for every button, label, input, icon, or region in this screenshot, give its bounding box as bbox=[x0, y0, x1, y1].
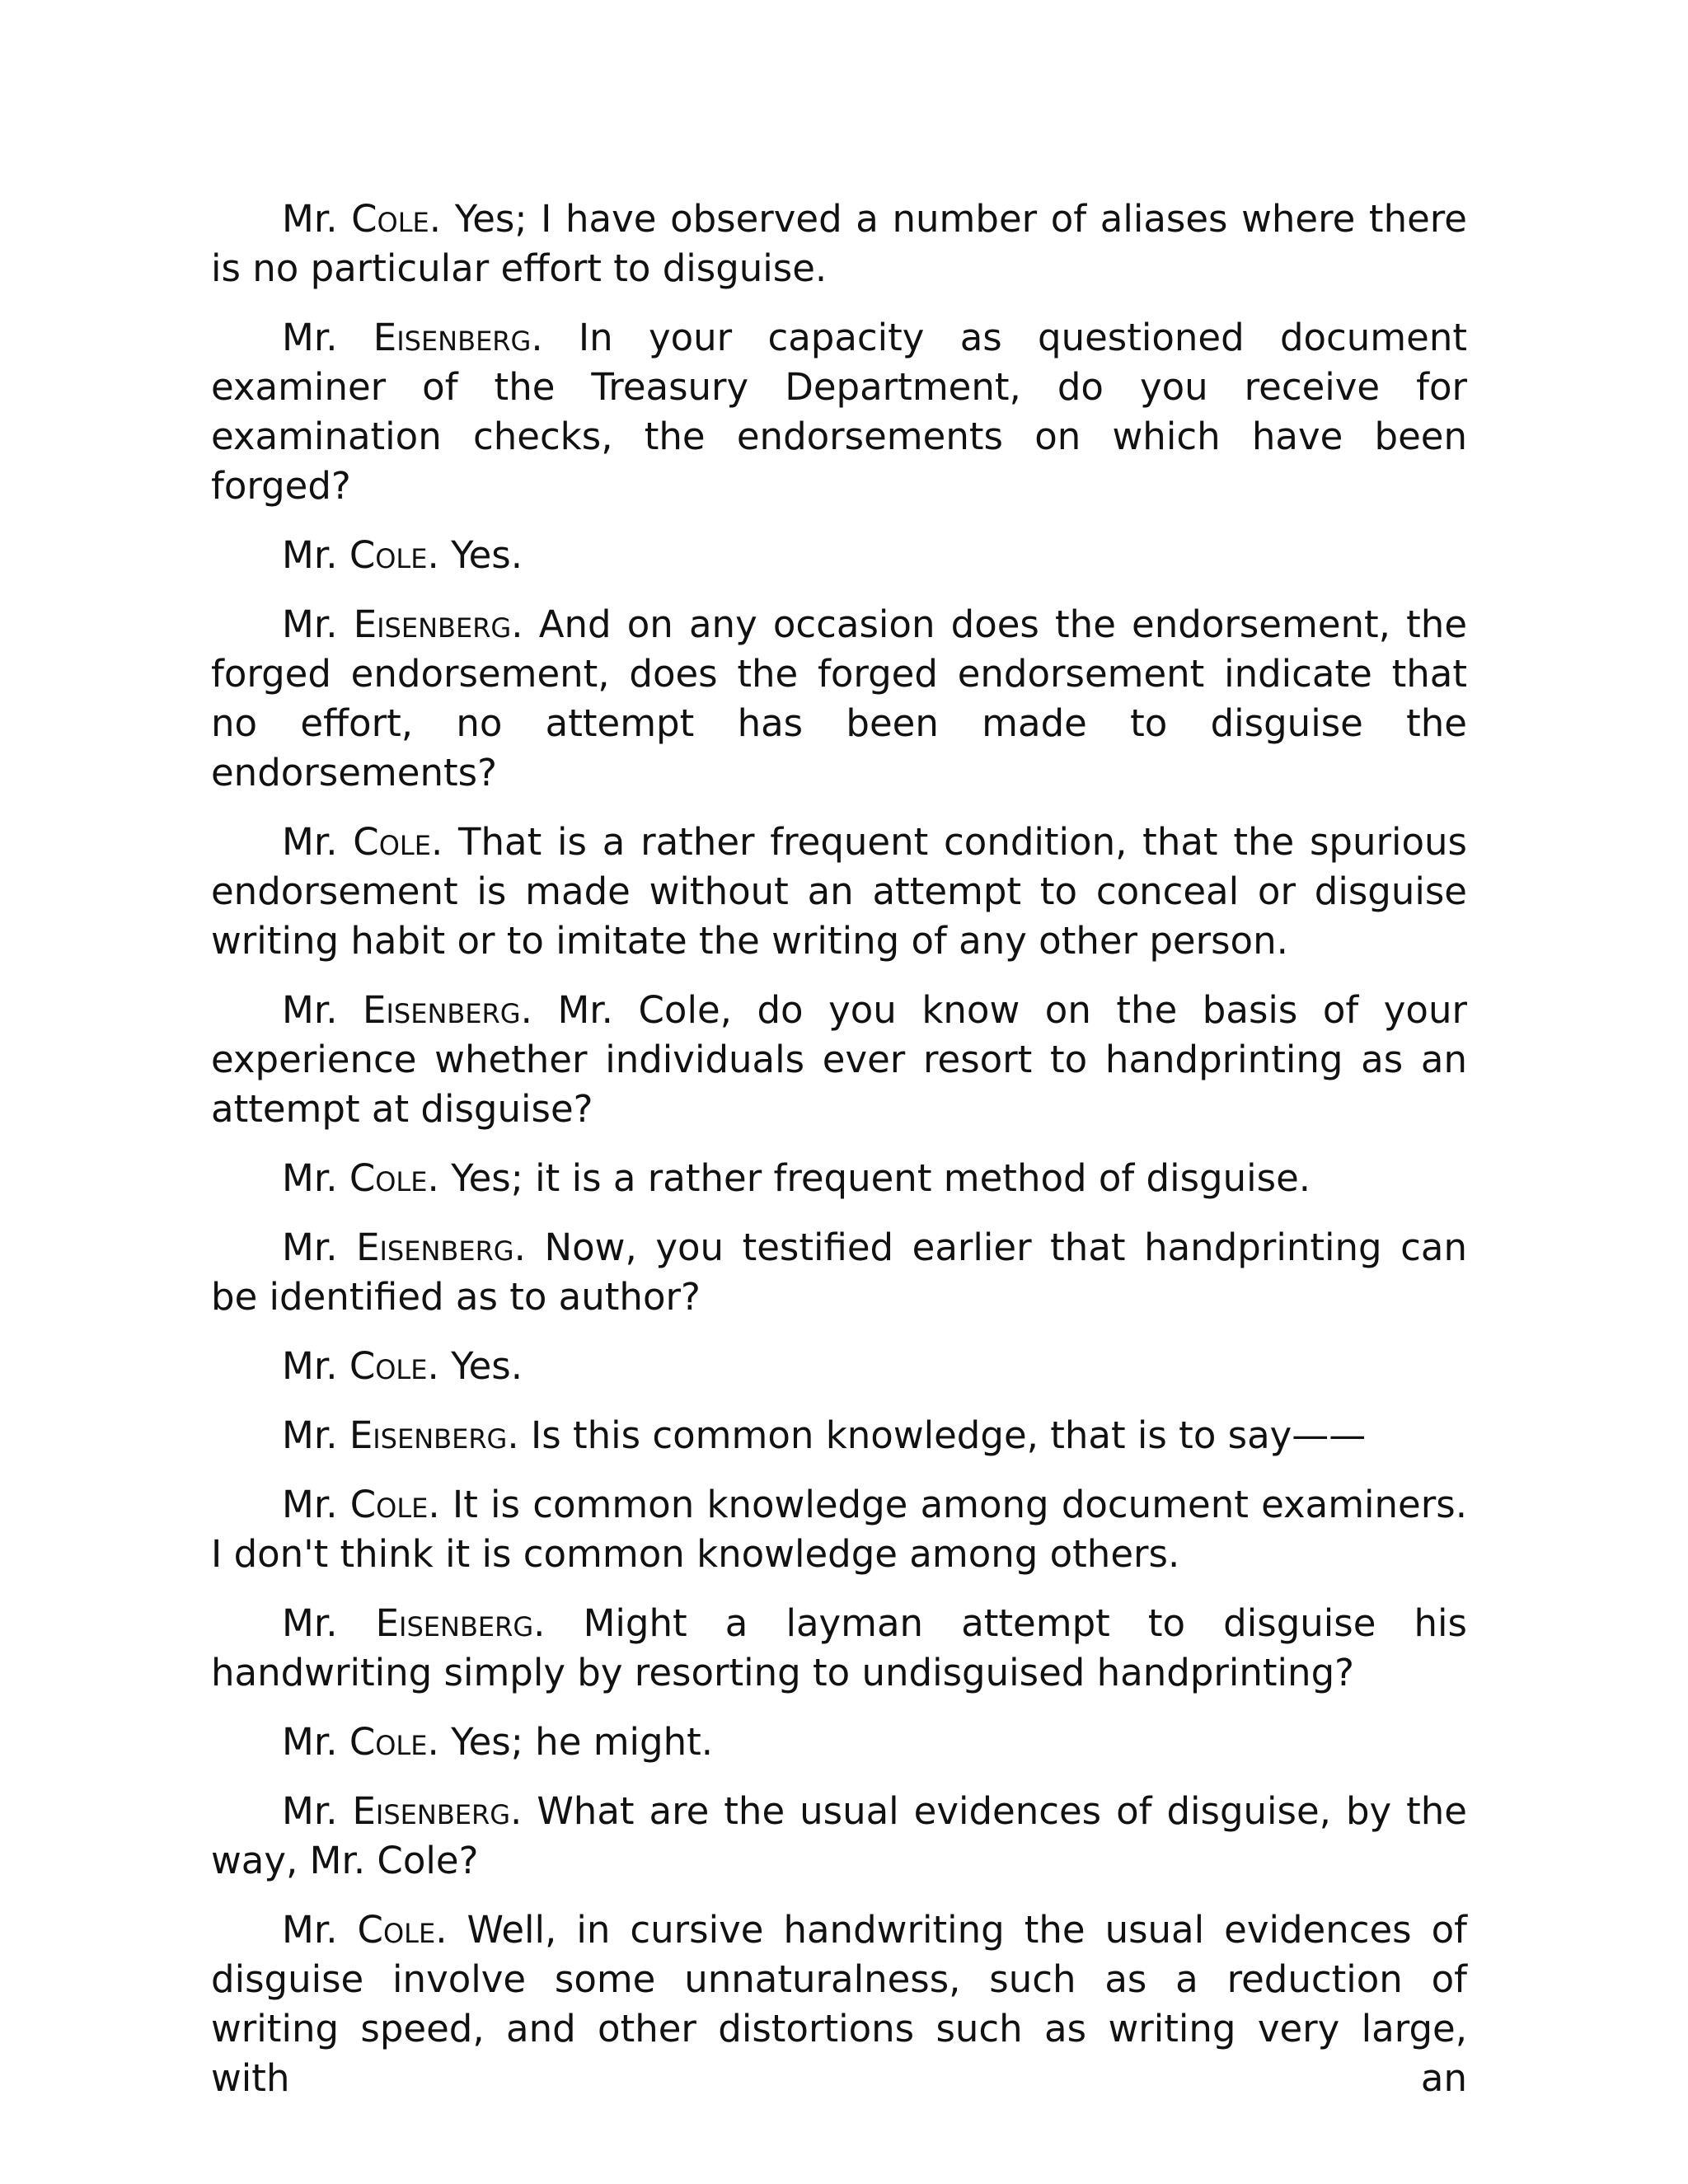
mr-prefix: Mr. bbox=[282, 1601, 376, 1645]
paragraph-text: . Yes; he might. bbox=[427, 1720, 714, 1764]
document-page bbox=[211, 194, 1467, 2123]
paragraph-14 bbox=[211, 1787, 1467, 1886]
paragraph-10 bbox=[211, 1411, 1467, 1460]
mr-prefix: Mr. bbox=[282, 316, 373, 359]
paragraph-text: . Mr. Cole, do you know on the basis of your experience whether individuals ever resort to handprinting as an attempt at disguise? bbox=[211, 988, 1467, 1131]
paragraph-text: . Might a layman attempt to disguise his handwriting simply by resorting to undisguised handprinting? bbox=[211, 1601, 1467, 1694]
paragraph-3 bbox=[211, 531, 1467, 580]
speaker-name: Cole bbox=[351, 197, 429, 241]
speaker-name: Eisenberg bbox=[373, 316, 532, 359]
speaker-name: Eisenberg bbox=[375, 1601, 534, 1645]
paragraph-text: . And on any occasion does the endorsement, the forged endorsement, does the forged endorsement indicate that no effort, no attempt has been made to disguise the endorsements? bbox=[211, 602, 1468, 794]
mr-prefix: Mr. bbox=[282, 1344, 349, 1388]
paragraph-text: . Well, in cursive handwriting the usual evidences of disguise involve some unnaturalness, such as a reduction of writing speed, and other distortions such as writing very large, with an bbox=[211, 1908, 1468, 2100]
paragraph-text: . In your capacity as questioned document examiner of the Treasury Department, do you receive for examination checks, the endorsements on which have been forged? bbox=[211, 316, 1467, 508]
mr-prefix: Mr. bbox=[282, 1789, 353, 1833]
paragraph-1 bbox=[211, 194, 1467, 293]
mr-prefix: Mr. bbox=[282, 1483, 350, 1526]
speaker-name: Eisenberg bbox=[353, 602, 512, 646]
paragraph-text: . Is this common knowledge, that is to say—— bbox=[507, 1413, 1367, 1457]
mr-prefix: Mr. bbox=[282, 820, 354, 864]
mr-prefix: Mr. bbox=[282, 197, 352, 241]
paragraph-8 bbox=[211, 1223, 1467, 1322]
paragraph-9 bbox=[211, 1342, 1467, 1391]
paragraph-text: . What are the usual evidences of disguise, by the way, Mr. Cole? bbox=[211, 1789, 1467, 1882]
paragraph-6 bbox=[211, 986, 1467, 1134]
speaker-name: Eisenberg bbox=[356, 1226, 514, 1269]
paragraph-text: . Yes; I have observed a number of aliases where there is no particular effort to disguise. bbox=[211, 197, 1467, 290]
speaker-name: Eisenberg bbox=[363, 988, 521, 1032]
paragraph-15 bbox=[211, 1905, 1467, 2103]
speaker-name: Cole bbox=[353, 820, 431, 864]
mr-prefix: Mr. bbox=[282, 602, 354, 646]
paragraph-2 bbox=[211, 313, 1467, 511]
speaker-name: Eisenberg bbox=[352, 1789, 511, 1833]
speaker-name: Cole bbox=[349, 1156, 428, 1200]
mr-prefix: Mr. bbox=[282, 988, 363, 1032]
speaker-name: Cole bbox=[357, 1908, 436, 1952]
mr-prefix: Mr. bbox=[282, 1226, 357, 1269]
paragraph-4 bbox=[211, 600, 1467, 798]
paragraph-text: . It is common knowledge among document examiners. I don't think it is common knowledge among others. bbox=[211, 1483, 1467, 1576]
paragraph-13 bbox=[211, 1718, 1467, 1767]
paragraph-text: . Yes. bbox=[427, 533, 523, 577]
speaker-name: Cole bbox=[349, 1483, 429, 1526]
paragraph-text: . That is a rather frequent condition, that the spurious endorsement is made without an attempt to conceal or disguise writing habit or to imitate the writing of any other person. bbox=[211, 820, 1467, 963]
paragraph-text: . Yes; it is a rather frequent method of disguise. bbox=[427, 1156, 1311, 1200]
mr-prefix: Mr. bbox=[282, 1156, 349, 1200]
paragraph-12 bbox=[211, 1599, 1467, 1698]
mr-prefix: Mr. bbox=[282, 1720, 349, 1764]
mr-prefix: Mr. bbox=[282, 533, 349, 577]
paragraph-7 bbox=[211, 1154, 1467, 1203]
speaker-name: Eisenberg bbox=[349, 1413, 508, 1457]
mr-prefix: Mr. bbox=[282, 1413, 349, 1457]
paragraph-11 bbox=[211, 1480, 1467, 1579]
speaker-name: Cole bbox=[349, 533, 428, 577]
paragraph-text: . Yes. bbox=[427, 1344, 523, 1388]
mr-prefix: Mr. bbox=[282, 1908, 358, 1952]
speaker-name: Cole bbox=[349, 1720, 428, 1764]
paragraph-5 bbox=[211, 818, 1467, 966]
speaker-name: Cole bbox=[349, 1344, 428, 1388]
paragraph-text: . Now, you testified earlier that handprinting can be identified as to author? bbox=[211, 1226, 1467, 1319]
